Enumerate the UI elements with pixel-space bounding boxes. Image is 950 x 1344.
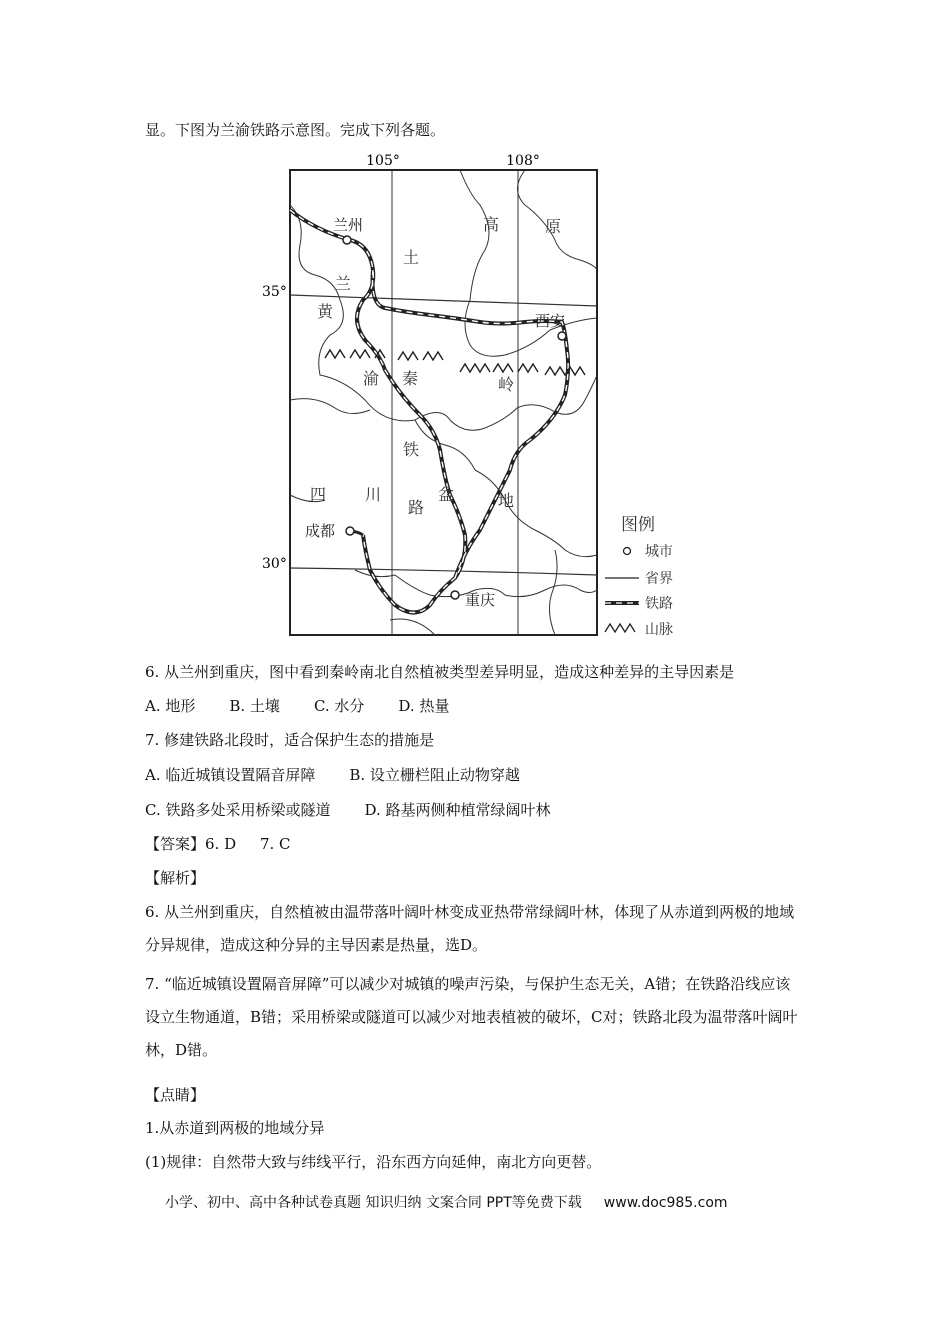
city-marker-lanzhou [343,236,351,244]
intro-text: 显。下图为兰渝铁路示意图。完成下列各题。 [145,121,446,139]
railway-line [290,210,568,613]
city-label-xian: 西安 [535,312,566,330]
q6-option-d: D. 热量 [398,697,450,715]
region-char-lan: 兰 [335,274,352,293]
region-char-di: 地 [498,491,515,510]
dianjing-heading: 【点睛】 [145,1086,206,1104]
question-6-stem: 6. 从兰州到重庆，图中看到秦岭南北自然植被类型差异明显，造成这种差异的主导因素是 [145,663,735,681]
analysis-heading: 【解析】 [145,869,206,887]
q7-option-d: D. 路基两侧种植常绿阔叶林 [364,801,551,819]
answer-line: 【答案】6. D 7. C [145,835,291,853]
region-char-chuan: 川 [365,485,382,504]
lon-label-108: 108° [506,153,540,169]
point-1-title: 1.从赤道到两极的地域分异 [145,1119,325,1137]
region-char-tie: 铁 [403,440,420,459]
legend-boundary-label: 省界 [645,571,673,587]
question-7-stem: 7. 修建铁路北段时，适合保护生态的措施是 [145,731,435,749]
parallel-35 [290,295,597,306]
parallel-30 [290,568,597,575]
region-char-lu: 路 [408,498,425,517]
question-7-options-row2 [145,800,551,820]
region-char-gao: 高 [483,215,500,234]
lanyu-railway-map [255,150,695,645]
legend-city-icon [624,548,631,555]
city-label-chengdu: 成都 [305,522,336,540]
region-char-ling: 岭 [498,375,515,394]
city-label-lanzhou: 兰州 [333,216,364,234]
region-char-pen: 盆 [438,485,455,504]
city-marker-chongqing [451,591,459,599]
region-char-qin: 秦 [402,369,419,388]
q6-option-b: B. 土壤 [229,697,280,715]
question-6-options [145,696,449,716]
province-boundaries [290,170,597,635]
map-frame [290,170,597,635]
analysis-7: 7. “临近城镇设置隔音屏障”可以减少对城镇的噪声污染，与保护生态无关，A错；在铁路沿线应该设立生物通道，B错；采用桥梁或隧道可以减少对地表植被的破坏，C对；铁路北段为温带落叶阔叶林，D错。 [145,975,798,1059]
page-footer [165,1192,728,1212]
legend-city-label: 城市 [645,544,673,560]
footer-url[interactable]: www.doc985.com [603,1195,728,1211]
region-char-tu: 土 [403,248,420,267]
legend-mountain-label: 山脉 [645,622,673,638]
question-7-options-row1 [145,765,520,785]
q6-option-a: A. 地形 [145,697,196,715]
city-marker-xian [558,332,566,340]
legend-mountain-icon [605,624,635,632]
map-legend [605,515,673,638]
footer-text: 小学、初中、高中各种试卷真题 知识归纳 文案合同 PPT等免费下载 [165,1195,582,1211]
q6-option-c: C. 水分 [313,697,365,715]
q7-option-c: C. 铁路多处采用桥梁或隧道 [145,801,331,819]
map-svg [255,150,695,645]
legend-title: 图例 [621,515,655,535]
q7-option-a: A. 临近城镇设置隔音屏障 [145,766,316,784]
region-char-si: 四 [310,485,327,504]
lat-label-30: 30° [262,556,287,572]
point-1-rule: (1)规律：自然带大致与纬线平行，沿东西方向延伸，南北方向更替。 [145,1153,602,1171]
lon-label-105: 105° [366,153,400,169]
legend-railway-label: 铁路 [645,596,673,612]
analysis-6: 6. 从兰州到重庆，自然植被由温带落叶阔叶林变成亚热带常绿阔叶林，体现了从赤道到两极的地域分异规律，造成这种分异的主导因素是热量，选D。 [145,903,795,954]
city-marker-chengdu [346,527,354,535]
region-char-yu: 渝 [363,369,380,388]
region-char-huang: 黄 [317,302,334,321]
region-char-yuan: 原 [545,217,562,236]
lat-label-35: 35° [262,284,287,300]
q7-option-b: B. 设立栅栏阻止动物穿越 [349,766,520,784]
city-label-chongqing: 重庆 [465,591,496,609]
